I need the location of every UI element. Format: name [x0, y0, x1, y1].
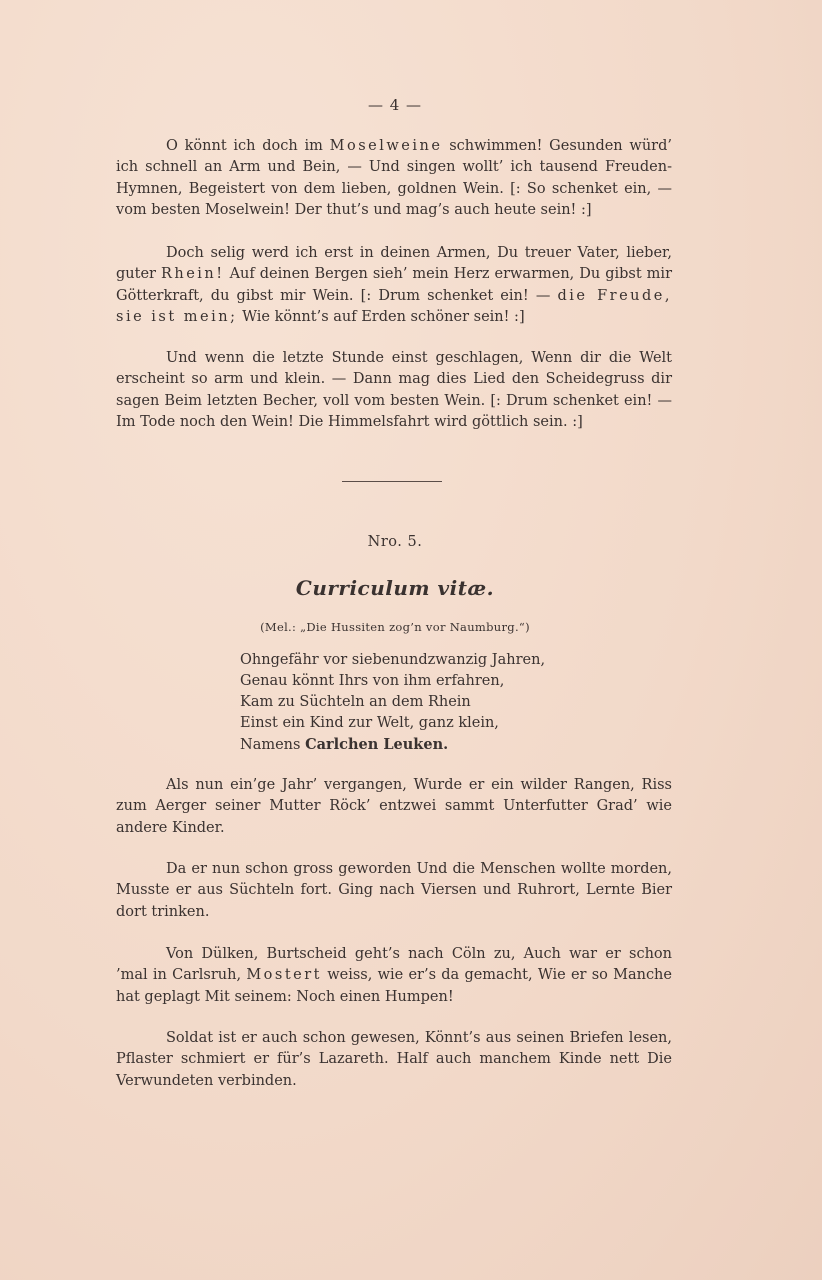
- verse-name-bold: Carlchen Leuken.: [305, 736, 449, 753]
- stanza-text: Soldat ist er auch schon gewesen, Könnt’s aus seinen Briefen lesen, Pflaster schmiert er für’s Lazareth. Half auch manchem Kinde nett Die Verwundeten verbinden.: [116, 1030, 672, 1089]
- stanza-text: schwimmen! Gesunden würd’ ich schnell an Arm und Bein, — Und singen wollt’ ich tausend Freuden-Hymnen, Begeistert von dem lieben, goldnen Wein. [: So schenket ein, — vom besten Moselwein! Der thut’s und mag’s auch heute sein! :]: [116, 138, 672, 218]
- verse-line: Genau könnt Ihrs von ihm erfahren,: [240, 673, 505, 689]
- song-number: Nro. 5.: [367, 534, 423, 550]
- stanza-text: Doch selig werd ich erst in deinen Armen, Du treuer Vater, lieber, guter: [116, 245, 672, 283]
- opening-verse: [240, 650, 545, 756]
- section-divider: [342, 481, 442, 482]
- spaced-emphasis-text: die Freude, sie ist mein;: [116, 287, 672, 325]
- song-title: Curriculum vitæ.: [295, 576, 495, 600]
- verse-line-last: [240, 734, 545, 756]
- stanza-2: [116, 243, 672, 328]
- melody-note: (Mel.: „Die Hussiten zog’n vor Naumburg.“): [260, 620, 530, 634]
- verse-line: Ohngefähr vor siebenundzwanzig Jahren,: [240, 652, 546, 668]
- stanza-4: [116, 775, 672, 839]
- stanza-text: Wie könnt’s auf Erden schöner sein! :]: [237, 308, 525, 325]
- stanza-6: [116, 944, 672, 1008]
- spaced-emphasis-text: Rhein!: [160, 266, 225, 283]
- stanza-5: [116, 859, 672, 923]
- stanza-text: weiss, wie er’s da gemacht, Wie er so Manche hat geplagt Mit seinem: Noch einen Humpen!: [116, 967, 672, 1005]
- stanza-7: [116, 1028, 672, 1092]
- verse-line: Einst ein Kind zur Welt, ganz klein,: [240, 715, 499, 731]
- stanza-text: Auf deinen Bergen sieh’ mein Herz erwarmen, Du gibst mir Götterkraft, du gibst mir Wein. [: Drum schenket ein! —: [116, 266, 672, 304]
- spaced-emphasis-text: Mostert: [246, 967, 322, 984]
- stanza-text: Als nun ein’ge Jahr’ vergangen, Wurde er ein wilder Rangen, Riss zum Aerger seiner Mutter Röck’ entzwei sammt Unterfutter Grad’ wie andere Kinder.: [116, 777, 672, 836]
- verse-last-prefix: Namens: [240, 737, 306, 753]
- stanza-1: [116, 136, 672, 221]
- stanza-text: O könnt ich doch im: [166, 138, 330, 154]
- stanza-text: Da er nun schon gross geworden Und die Menschen wollte morden, Musste er aus Süchteln fort. Ging nach Viersen und Ruhrort, Lernte Bier dort trinken.: [116, 861, 672, 920]
- stanza-text: Von Dülken, Burtscheid geht’s nach Cöln zu, Auch war er schon ’mal in Carlsruh,: [116, 946, 672, 984]
- verse-line: Kam zu Süchteln an dem Rhein: [240, 694, 471, 710]
- stanza-3: [116, 348, 672, 433]
- page-number: — 4 —: [367, 96, 423, 114]
- spaced-emphasis-text: Moselweine: [329, 138, 443, 154]
- stanza-text: Und wenn die letzte Stunde einst geschlagen, Wenn dir die Welt erscheint so arm und klein. — Dann mag dies Lied den Scheidegruss dir sagen Beim letzten Becher, voll vom besten Wein. [: Drum schenket ein! — Im Tode noch den Wein! Die Himmelsfahrt wird göttlich sein. :]: [116, 350, 672, 430]
